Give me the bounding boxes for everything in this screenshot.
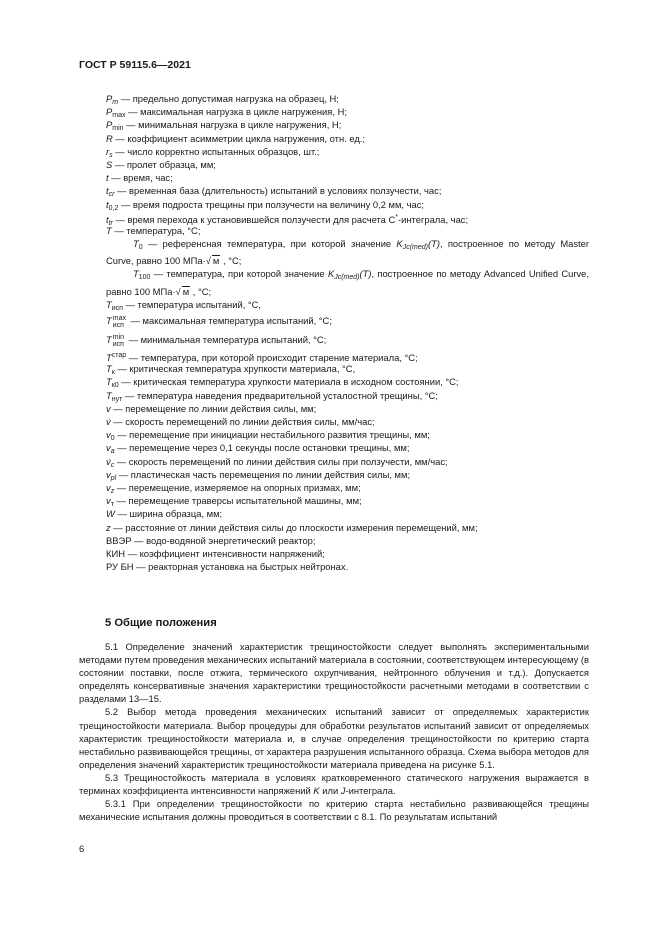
definition-vpl: $v_{pl}$ — пластическая часть перемещения по линии действия силы, мм; bbox=[106, 468, 411, 482]
definition-vver: ВВЭР — водо-водяной энергетический реактор; bbox=[106, 534, 316, 546]
definition-t: t — время, час; bbox=[106, 172, 173, 184]
definition-pmax: $P_{max}$ — максимальная нагрузка в цикле нагружения, Н; bbox=[106, 106, 347, 120]
definition-rs: $r_s$ — число корректно испытанных образцов, шт.; bbox=[106, 145, 320, 159]
definition-tmin: T min исп — минимальная температура испытаний, °С; bbox=[106, 333, 327, 348]
definition-pm: $P_m$ — предельно допустимая нагрузка на образец, Н; bbox=[106, 93, 339, 106]
definition-pmin: $P_{min}$ — минимальная нагрузка в цикле нагружения, Н; bbox=[106, 119, 342, 133]
definition-kin: КИН — коэффициент интенсивности напряжений; bbox=[106, 547, 325, 559]
definition-tmax: T max исп — максимальная температура испытаний, °С; bbox=[106, 314, 332, 329]
definition-w: W — ширина образца, мм; bbox=[106, 508, 223, 520]
paragraph-5-3-1: 5.3.1 При определении трещиностойкости по критерию старта нестабильно развивающейся трещины механические испытания должны проводиться в соответствии с 8.1. По результатам испытаний bbox=[79, 798, 589, 823]
definition-vz: $v_z$ — перемещение, измеряемое на опорных призмах, мм; bbox=[106, 481, 361, 495]
document-header: ГОСТ Р 59115.6—2021 bbox=[79, 59, 191, 71]
definition-tcr: $t_{cr}$ — временная база (длительность) испытаний в условиях ползучести, час; bbox=[106, 185, 442, 199]
section-body bbox=[79, 640, 589, 823]
section-title: 5 Общие положения bbox=[105, 617, 217, 629]
definition-vt: $v_т$ — перемещение траверсы испытательной машины, мм; bbox=[106, 495, 362, 509]
definition-t02: $t_{0,2}$ — время подроста трещины при ползучести на величину 0,2 мм, час; bbox=[106, 198, 425, 212]
definition-temperature: T — температура, °С; bbox=[106, 224, 201, 236]
definition-va: $v_a$ — перемещение через 0,1 секунды после остановки трещины, мм; bbox=[106, 442, 410, 456]
definition-t0: $T_0$ — референсная температура, при которой значение $K_{Jc(med)}(T)$, построенное по методу Master Curve, равно 100 МПа·√ м , °С; bbox=[106, 238, 589, 267]
page-number: 6 bbox=[79, 843, 85, 854]
definition-v: v — перемещение по линии действия силы, мм; bbox=[106, 402, 317, 414]
definition-t100: $T_{100}$ — температура, при которой значение $K_{Jc(med)}(T)$, построенное по методу Advanced Unified Curve, равно 100 МПа·√ м , °С; bbox=[106, 268, 589, 297]
symbol: P bbox=[106, 93, 113, 104]
definition-tk: $T_к$ — критическая температура хрупкости материала, °С, bbox=[106, 363, 356, 377]
definition-vdot: v̇ — скорость перемещений по линии действия силы, мм/час; bbox=[106, 416, 375, 427]
definition-z: z — расстояние от линии действия силы до плоскости измерения перемещений, мм; bbox=[106, 521, 478, 533]
definition-tstar: $T^{cтар}$ — температура, при которой происходит старение материала, °С; bbox=[106, 352, 418, 364]
definition-tisp: $T_{исп}$ — температура испытаний, °С, bbox=[106, 298, 262, 312]
paragraph-5-3: 5.3 Трещиностойкость материала в условиях кратковременного статического нагружения выражается в терминах коэффициента интенсивности напряжений K или J-интеграла. bbox=[79, 771, 589, 797]
definition-rubn: РУ БН — реакторная установка на быстрых нейтронах. bbox=[106, 561, 349, 573]
paragraph-5-2: 5.2 Выбор метода проведения механических испытаний зависит от определяемых характеристик трещиностойкости материала. Выбор процедуры для обработки результатов испытаний зависит от определяемых характеристик трещиностойкости материала и, в случае определения трещиностойкости по критерию старта нестабильно развивающейся трещины, от характера разрушения испытанного образца. Схема выбора методов для определения значений характеристик трещиностойкости материала приведена на рисунке 5.1. bbox=[79, 706, 589, 770]
paragraph-5-1: 5.1 Определение значений характеристик трещиностойкости следует выполнять экспериментальными методами путем проведения механических испытаний материала в состоянии, соответствующем интересующему (в состоянии поставки, после отжига, термического охрупчивания, нейтронного облучения и т.д.). Допускается определять консервативные значения характеристики трещиностойкости расчетными методами в соответствии с разделами 13—15. bbox=[79, 641, 589, 705]
definition-vc: $v̇_c$ — скорость перемещений по линии действия силы при ползучести, мм/час; bbox=[106, 455, 448, 469]
sqrt-symbol: √ bbox=[175, 285, 181, 297]
definition-v0: $v_0$ — перемещение при инициации нестабильного развития трещины, мм; bbox=[106, 429, 430, 443]
sqrt-symbol: √ bbox=[205, 255, 211, 267]
definition-s: S — пролет образца, мм; bbox=[106, 158, 216, 170]
symbol-definitions bbox=[79, 92, 589, 573]
definition-tnut: $T_{нут}$ — температура наведения предварительной усталостной трещины, °С; bbox=[106, 389, 438, 403]
definition-ttr: $t_{tr}$ — время перехода к установившейся ползучести для расчета С*-интеграла, час; bbox=[106, 213, 469, 227]
definition-r: R — коэффициент асимметрии цикла нагружения, отн. ед.; bbox=[106, 132, 366, 144]
definition-tk0: $T_{к0}$ — критическая температура хрупкости материала в исходном состоянии, °С; bbox=[106, 376, 459, 390]
